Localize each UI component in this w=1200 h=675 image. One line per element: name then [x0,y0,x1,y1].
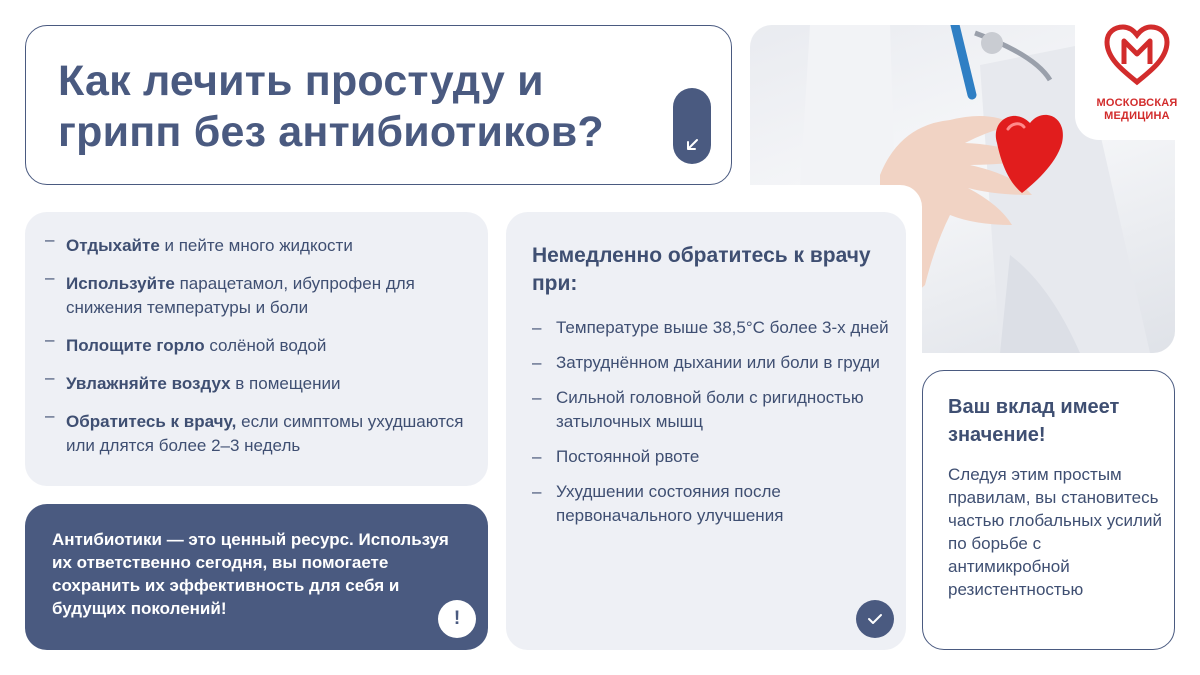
list-item: – Полощите горло солёной водой [45,330,327,355]
checkmark-icon [867,612,883,626]
title-pill [673,88,711,164]
title-line-1: Как лечить простуду и [58,57,544,105]
tips-card [25,212,488,486]
antibiotics-text: Антибиотики — это ценный ресурс. Используя их ответственно сегодня, вы помогаете сохранить их эффективность для себя и будущих поколений! [52,530,449,618]
exclamation-icon: ! [438,600,476,638]
list-item: – Используйте парацетамол, ибупрофен для снижения температуры и боли [45,268,415,317]
list-item: – Увлажняйте воздух в помещении [45,368,341,393]
symptoms-list [532,316,892,539]
tips-list [45,230,475,472]
list-item: – Затруднённом дыхании или боли в груди [532,353,880,372]
see-doctor-title: Немедленно обратитесь к врачу при: [532,244,871,295]
contribution-card [922,370,1175,650]
list-item: – Ухудшении состояния после первоначального улучшения [532,482,784,525]
list-item: – Сильной головной боли с ригидностью затылочных мышц [532,388,864,431]
heart-m-logo [1102,24,1172,86]
contribution-title: Ваш вклад имеет значение! [948,396,1120,446]
title-line-2: грипп без антибиотиков? [58,108,604,156]
antibiotics-card [25,504,488,650]
brand-logo [1094,24,1180,123]
brand-name [1094,97,1180,123]
arrow-down-left-icon [683,136,701,154]
list-item: – Температуре выше 38,5°С более 3-х дней [532,318,889,337]
page-title [58,56,658,158]
see-doctor-card [506,212,906,650]
check-badge [856,600,894,638]
contribution-text: Следуя этим простым правилам, вы становитесь частью глобальных усилий по борьбе с антимикробной резистентностью [948,465,1162,599]
list-item: – Обратитесь к врачу, если симптомы ухудшаются или длятся более 2–3 недель [45,406,464,455]
title-card [25,25,732,185]
brand-name-line-2: МЕДИЦИНА [1104,110,1170,122]
list-item: – Отдыхайте и пейте много жидкости [45,230,353,255]
list-item: – Постоянной рвоте [532,447,700,466]
brand-name-line-1: МОСКОВСКАЯ [1096,97,1178,109]
